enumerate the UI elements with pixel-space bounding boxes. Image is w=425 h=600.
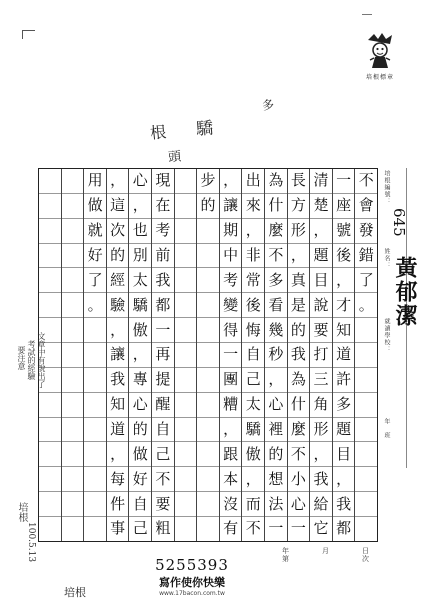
grid-cell xyxy=(62,194,84,219)
grid-cell: ， xyxy=(242,219,264,244)
grid-cell: 我 xyxy=(107,368,129,393)
grid-cell: 傲 xyxy=(242,442,264,467)
student-number: 645 xyxy=(390,208,408,237)
grid-cell: 的 xyxy=(129,418,151,443)
grid-cell: 一 xyxy=(333,169,355,194)
grid-cell: 件 xyxy=(107,492,129,517)
grid-cell: 變 xyxy=(220,293,242,318)
teacher-signature: 培根 xyxy=(16,502,27,522)
grid-cell: 自 xyxy=(242,343,264,368)
grid-cell: 什 xyxy=(265,194,287,219)
grid-cell: 做 xyxy=(84,194,106,219)
grid-cell xyxy=(62,343,84,368)
grid-cell xyxy=(84,442,106,467)
grid-cell xyxy=(62,467,84,492)
grid-cell: 說 xyxy=(310,293,332,318)
grid-cell xyxy=(84,318,106,343)
grid-cell: 想 xyxy=(265,467,287,492)
grid-cell: 裡 xyxy=(265,418,287,443)
grid-cell: ， xyxy=(242,467,264,492)
grid-cell: 的 xyxy=(107,244,129,269)
grid-cell: 前 xyxy=(152,244,174,269)
grid-cell xyxy=(62,442,84,467)
grid-cell: 有 xyxy=(223,519,239,538)
grid-cell: 讓 xyxy=(220,194,242,219)
grid-cell: 一 xyxy=(152,318,174,343)
date-row xyxy=(280,546,410,563)
grid-cell: 的 xyxy=(288,318,310,343)
mascot-icon xyxy=(362,30,398,70)
logo-caption: 培根標章 xyxy=(365,74,394,81)
grid-cell xyxy=(197,368,219,393)
grid-cell xyxy=(84,492,106,517)
grid-cell: 楚 xyxy=(310,194,332,219)
grid-cell: ， xyxy=(333,268,355,293)
grid-cell xyxy=(355,467,377,492)
grid-cell: ， xyxy=(310,219,332,244)
times-label: 次 xyxy=(362,555,369,563)
grid-cell xyxy=(175,517,197,541)
grid-cell: 給 xyxy=(310,492,332,517)
grid-cell: 本 xyxy=(220,467,242,492)
grid-cell: 會 xyxy=(355,194,377,219)
top-dash-mark xyxy=(362,14,372,15)
grid-cell: 一 xyxy=(290,519,306,538)
grid-cell xyxy=(39,194,61,219)
grid-cell xyxy=(197,418,219,443)
grid-cell xyxy=(355,318,377,343)
grid-cell: 我 xyxy=(288,343,310,368)
grid-cell: 麼 xyxy=(288,418,310,443)
grid-cell xyxy=(39,293,61,318)
teacher-comment xyxy=(10,332,46,572)
grid-cell: 沒 xyxy=(220,492,242,517)
grid-cell xyxy=(62,268,84,293)
grid-cell: 才 xyxy=(333,293,355,318)
grid-cell xyxy=(175,293,197,318)
grid-cell: 好 xyxy=(129,467,151,492)
binding-mark xyxy=(22,30,35,39)
grid-cell: 提 xyxy=(152,368,174,393)
grid-cell: 就 xyxy=(84,219,106,244)
grid-cell xyxy=(197,268,219,293)
footer-brand: 培根 xyxy=(64,586,86,599)
grid-cell: 目 xyxy=(333,442,355,467)
grid-cell: ， xyxy=(107,169,129,194)
grid-cell: 為 xyxy=(265,169,287,194)
grid-cell xyxy=(62,418,84,443)
grid-cell: ， xyxy=(265,368,287,393)
grid-cell: 了 xyxy=(84,268,106,293)
grid-cell: 別 xyxy=(129,244,151,269)
grid-cell: 這 xyxy=(107,194,129,219)
grid-column xyxy=(287,169,310,541)
grid-cell xyxy=(62,492,84,517)
grid-cell: 號 xyxy=(333,219,355,244)
grid-column xyxy=(128,169,151,541)
grid-cell xyxy=(84,418,106,443)
comment-line: 文章中有說出了 xyxy=(37,332,46,388)
student-info xyxy=(380,168,418,542)
writing-grid xyxy=(38,168,378,542)
grid-cell: 而 xyxy=(242,492,264,517)
grid-cell: 長 xyxy=(288,169,310,194)
grid-cell: 做 xyxy=(129,442,151,467)
grid-cell: ， xyxy=(310,442,332,467)
grid-cell xyxy=(175,169,197,194)
grid-cell: 用 xyxy=(84,169,106,194)
grid-cell xyxy=(39,219,61,244)
grid-cell xyxy=(175,467,197,492)
grid-cell: 什 xyxy=(288,393,310,418)
grid-column xyxy=(83,169,106,541)
grid-cell: 考 xyxy=(220,268,242,293)
grid-cell: 己 xyxy=(132,519,148,538)
grid-cell: 己 xyxy=(152,442,174,467)
grid-column xyxy=(264,169,287,541)
grid-cell: 傲 xyxy=(129,318,151,343)
grid-cell xyxy=(175,268,197,293)
grid-cell: 悔 xyxy=(242,318,264,343)
footer-url: www.17bacon.com.tw xyxy=(159,590,225,597)
grid-column xyxy=(106,169,129,541)
grid-cell: 步 xyxy=(197,169,219,194)
grid-cell: 。 xyxy=(84,293,106,318)
grid-cell: 現 xyxy=(152,169,174,194)
grid-cell: 次 xyxy=(107,219,129,244)
grid-cell xyxy=(175,418,197,443)
grid-cell: 我 xyxy=(152,268,174,293)
grid-cell: ， xyxy=(129,194,151,219)
comment-line: 要注意 xyxy=(17,346,26,370)
grid-column xyxy=(309,169,332,541)
grid-column xyxy=(61,169,84,541)
grid-cell: 期 xyxy=(220,219,242,244)
grid-cell: 法 xyxy=(265,492,287,517)
month-label: 月 xyxy=(322,547,329,555)
grid-cell: 多 xyxy=(265,268,287,293)
grid-cell: 小 xyxy=(288,467,310,492)
teacher-note: 頭 xyxy=(167,149,182,166)
grid-cell xyxy=(84,517,106,541)
grid-columns xyxy=(39,169,377,541)
grid-cell xyxy=(175,318,197,343)
grid-cell: 自 xyxy=(152,418,174,443)
grid-cell: 是 xyxy=(288,293,310,318)
grid-cell xyxy=(197,442,219,467)
grid-cell: 太 xyxy=(129,268,151,293)
grid-cell: 都 xyxy=(152,293,174,318)
grid-cell: 三 xyxy=(310,368,332,393)
grid-cell: ， xyxy=(220,169,242,194)
grid-cell xyxy=(175,244,197,269)
grid-cell: 考 xyxy=(152,219,174,244)
grid-cell xyxy=(175,219,197,244)
grid-cell: 專 xyxy=(129,368,151,393)
grid-cell: 道 xyxy=(107,418,129,443)
grid-cell xyxy=(39,169,61,194)
grid-cell: 糟 xyxy=(220,393,242,418)
grid-cell: ， xyxy=(333,467,355,492)
grid-cell xyxy=(175,343,197,368)
grid-column xyxy=(241,169,264,541)
grid-cell xyxy=(62,318,84,343)
grid-cell: 驕 xyxy=(129,293,151,318)
grid-cell: 它 xyxy=(313,519,329,538)
grid-column xyxy=(174,169,197,541)
grid-cell: 座 xyxy=(333,194,355,219)
grid-cell xyxy=(175,492,197,517)
grid-cell xyxy=(197,467,219,492)
grid-cell xyxy=(197,517,219,541)
teacher-note: 多 xyxy=(260,97,276,113)
grid-cell: 的 xyxy=(197,194,219,219)
grid-cell xyxy=(355,393,377,418)
grid-cell xyxy=(197,343,219,368)
grid-cell: 都 xyxy=(336,519,352,538)
grid-cell: 太 xyxy=(242,393,264,418)
grid-cell: 題 xyxy=(310,244,332,269)
grid-cell: 一 xyxy=(268,519,284,538)
grid-cell: 不 xyxy=(152,467,174,492)
comment-line: 考試的經驗 xyxy=(27,340,36,380)
grid-cell xyxy=(39,244,61,269)
comment-date: 100.5.13 xyxy=(26,522,36,563)
teacher-note: 驕 xyxy=(195,118,214,140)
grid-cell xyxy=(355,343,377,368)
grid-cell xyxy=(355,442,377,467)
grid-cell: 打 xyxy=(310,343,332,368)
grid-cell xyxy=(197,393,219,418)
nth-label: 第 xyxy=(282,555,289,563)
grid-cell xyxy=(197,293,219,318)
grid-cell: 為 xyxy=(288,368,310,393)
grid-cell: 讓 xyxy=(107,343,129,368)
grid-cell xyxy=(62,517,84,541)
grid-cell: 再 xyxy=(152,343,174,368)
grid-cell: 要 xyxy=(152,492,174,517)
footer-slogan: 寫作使你快樂 xyxy=(159,576,225,589)
grid-cell: 心 xyxy=(265,393,287,418)
grid-cell: 在 xyxy=(152,194,174,219)
grid-cell xyxy=(355,368,377,393)
grid-cell: 得 xyxy=(220,318,242,343)
grid-cell: 常 xyxy=(242,268,264,293)
grid-cell xyxy=(84,467,106,492)
grid-cell xyxy=(355,418,377,443)
grid-cell xyxy=(175,393,197,418)
grid-cell: 心 xyxy=(288,492,310,517)
grid-cell: 方 xyxy=(288,194,310,219)
number-label: 培根編號： xyxy=(383,170,390,205)
grid-cell xyxy=(197,219,219,244)
grid-cell xyxy=(197,318,219,343)
school-label: 就讀學校： xyxy=(383,318,390,353)
grid-cell: 多 xyxy=(333,393,355,418)
grid-cell xyxy=(62,393,84,418)
grid-cell xyxy=(175,368,197,393)
grid-cell: 驗 xyxy=(107,293,129,318)
grid-cell: 不 xyxy=(265,244,287,269)
grid-cell: 好 xyxy=(84,244,106,269)
grid-cell: 錯 xyxy=(355,244,377,269)
grid-cell xyxy=(197,244,219,269)
grid-cell xyxy=(62,293,84,318)
grid-cell: 幾 xyxy=(265,318,287,343)
grid-cell: 清 xyxy=(310,169,332,194)
grid-column xyxy=(354,169,377,541)
grid-cell: 非 xyxy=(242,244,264,269)
student-name: 黃郁潔 xyxy=(392,256,418,328)
footer xyxy=(112,556,272,596)
grid-cell: 粗 xyxy=(155,519,171,538)
grid-cell xyxy=(39,268,61,293)
grid-cell: 也 xyxy=(129,219,151,244)
grid-column xyxy=(332,169,355,541)
teacher-note: 根 xyxy=(149,122,168,143)
grid-cell: ， xyxy=(107,442,129,467)
grid-cell xyxy=(84,368,106,393)
grid-cell: 驕 xyxy=(242,418,264,443)
grid-cell: 不 xyxy=(245,519,261,538)
name-label: 姓名： xyxy=(383,248,390,269)
grade-label: 年 班 xyxy=(383,418,390,439)
grid-cell: ， xyxy=(107,318,129,343)
bacon-logo xyxy=(358,30,402,92)
grid-cell: 題 xyxy=(333,418,355,443)
grid-cell: 自 xyxy=(129,492,151,517)
grid-cell: 出 xyxy=(242,169,264,194)
grid-cell: 道 xyxy=(333,343,355,368)
grid-cell xyxy=(175,442,197,467)
grid-cell: 不 xyxy=(355,169,377,194)
grid-cell: 形 xyxy=(288,219,310,244)
grid-cell xyxy=(197,492,219,517)
grid-cell: 醒 xyxy=(152,393,174,418)
year-label: 年 xyxy=(282,547,289,555)
day-label: 日 xyxy=(362,547,369,555)
grid-cell: 。 xyxy=(355,293,377,318)
grid-column xyxy=(219,169,242,541)
grid-cell: 跟 xyxy=(220,442,242,467)
grid-cell: 不 xyxy=(288,442,310,467)
grid-cell xyxy=(355,492,377,517)
grid-cell: 秒 xyxy=(265,343,287,368)
grid-cell: 心 xyxy=(129,169,151,194)
grid-cell: 形 xyxy=(310,418,332,443)
grid-cell: ， xyxy=(288,244,310,269)
grid-cell: 許 xyxy=(333,368,355,393)
grid-cell: 己 xyxy=(242,368,264,393)
grid-cell: 中 xyxy=(220,244,242,269)
grid-cell: ， xyxy=(220,418,242,443)
grid-cell: 看 xyxy=(265,293,287,318)
grid-cell: 要 xyxy=(310,318,332,343)
grid-cell: 的 xyxy=(265,442,287,467)
grid-cell: 心 xyxy=(129,393,151,418)
grid-cell xyxy=(62,244,84,269)
grid-cell xyxy=(175,194,197,219)
sheet-code: 5255393 xyxy=(155,556,229,574)
grid-cell: 知 xyxy=(107,393,129,418)
grid-cell xyxy=(62,219,84,244)
grid-column xyxy=(196,169,219,541)
grid-cell: 真 xyxy=(288,268,310,293)
grid-cell: 發 xyxy=(355,219,377,244)
grid-cell: 我 xyxy=(333,492,355,517)
grid-cell: 後 xyxy=(333,244,355,269)
grid-cell: 團 xyxy=(220,368,242,393)
grid-cell: 角 xyxy=(310,393,332,418)
grid-cell xyxy=(84,343,106,368)
grid-cell: 麼 xyxy=(265,219,287,244)
grid-cell xyxy=(62,368,84,393)
grid-cell: 了 xyxy=(355,268,377,293)
grid-cell xyxy=(84,393,106,418)
grid-cell: 事 xyxy=(110,519,126,538)
grid-cell xyxy=(62,169,84,194)
grid-cell: 來 xyxy=(242,194,264,219)
grid-cell: 經 xyxy=(107,268,129,293)
grid-cell: 目 xyxy=(310,268,332,293)
grid-cell: 一 xyxy=(220,343,242,368)
grid-cell xyxy=(355,517,377,541)
grid-cell: 每 xyxy=(107,467,129,492)
grid-cell: 知 xyxy=(333,318,355,343)
grid-column xyxy=(151,169,174,541)
grid-cell: ， xyxy=(129,343,151,368)
grid-cell: 我 xyxy=(310,467,332,492)
grid-cell: 後 xyxy=(242,293,264,318)
